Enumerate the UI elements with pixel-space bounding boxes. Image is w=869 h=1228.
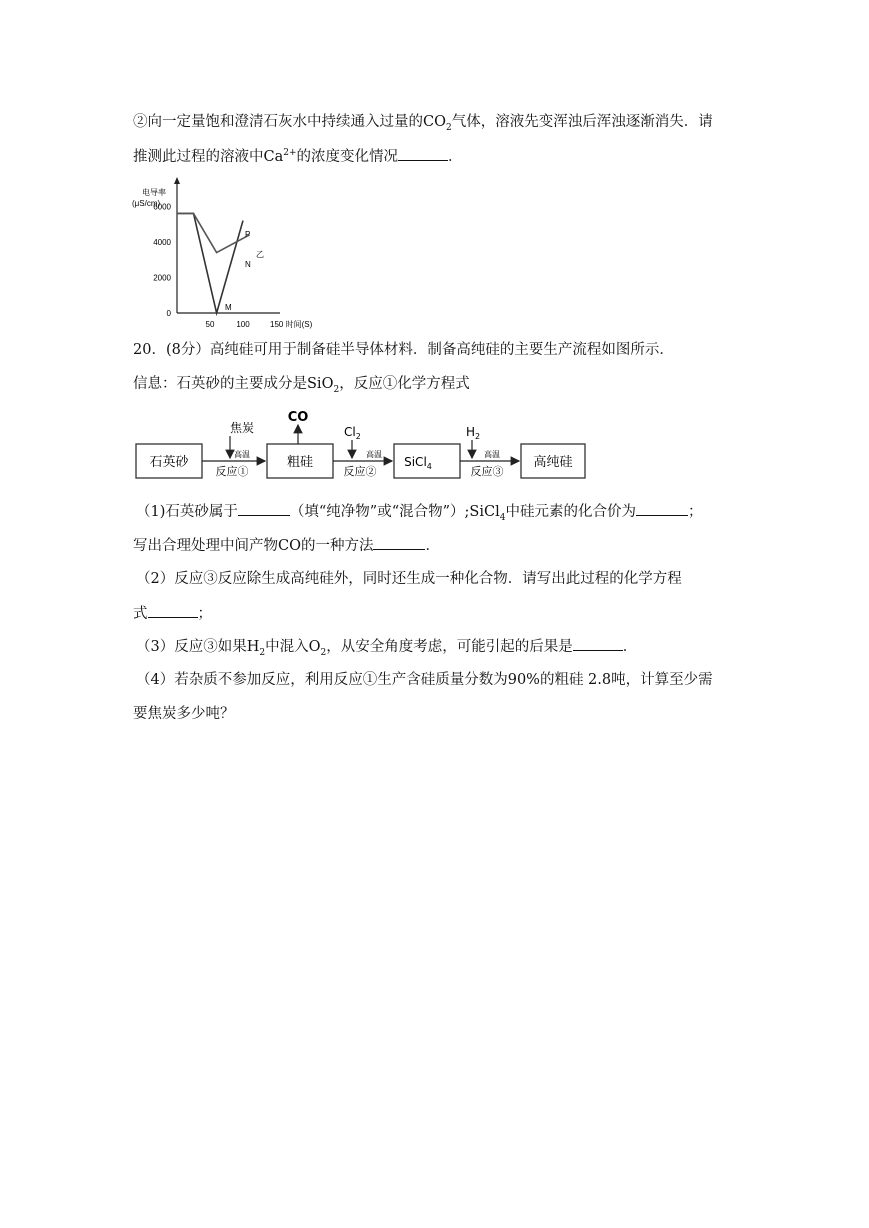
flow-box-quartz-sand-label: 石英砂	[149, 455, 189, 470]
answer-blank[interactable]	[398, 146, 448, 161]
y-tick-label: 2000	[153, 273, 171, 283]
question-part-2-line-2: 式 ；	[133, 603, 212, 624]
flow-reaction-2: 反应②	[343, 465, 377, 478]
answer-blank[interactable]	[636, 501, 688, 516]
flow-condition-3: 高温	[484, 450, 500, 459]
answer-blank[interactable]	[573, 636, 623, 651]
y-tick-label: 6000	[153, 202, 171, 212]
question-part-2: （2）反应③反应除生成高纯硅外，同时还生成一种化合物．请写出此过程的化学方程	[136, 571, 682, 587]
question-20-title: 20．(8分）高纯硅可用于制备硅半导体材料．制备高纯硅的主要生产流程如图所示．	[133, 342, 674, 358]
flow-condition-1: 高温	[234, 450, 250, 459]
point-label-N: N	[245, 260, 251, 269]
flow-box-crude-silicon-label: 粗硅	[286, 455, 314, 470]
answer-blank[interactable]	[148, 603, 198, 618]
conductivity-chart	[130, 175, 313, 335]
point-label-M: M	[225, 303, 232, 312]
flow-reagent-cl2: $Cl_2$	[344, 425, 361, 441]
flow-reagent-coke: 焦炭	[229, 421, 255, 435]
flow-reaction-1: 反应①	[215, 465, 249, 478]
answer-blank[interactable]	[238, 501, 290, 516]
x-axis-label: 150 时间(S)	[270, 320, 313, 329]
flow-product-co: CO	[287, 410, 309, 425]
question-part-3: （3）反应③如果$H_2$中混入$O_2$，从安全角度考虑，可能引起的后果是 ．	[136, 636, 637, 657]
flow-reaction-3: 反应③	[470, 465, 504, 478]
question-part-1-line-2: 写出合理处理中间产物CO的一种方法 ．	[133, 535, 440, 556]
point-label-P: P	[245, 230, 251, 239]
question-text-line: 推测此过程的溶液中$Ca^{2+}$的浓度变化情况 ．	[133, 146, 463, 167]
point-label-yi: 乙	[256, 250, 264, 259]
x-tick-label: 50	[205, 320, 215, 329]
question-part-4: （4）若杂质不参加反应，利用反应①生产含硅质量分数为90%的粗硅 2.8吨，计算至少需	[136, 672, 713, 688]
y-axis-arrow	[174, 177, 180, 184]
question-text-line: ②向一定量饱和澄清石灰水中持续通入过量的$CO_2$气体，溶液先变浑浊后浑浊逐渐消失．请	[133, 114, 713, 133]
y-tick-label: 0	[166, 309, 171, 318]
flow-box-sicl4-label: SiCl$_4$	[404, 455, 432, 471]
production-flow-diagram	[130, 408, 600, 488]
x-tick-label: 100	[236, 320, 250, 329]
y-axis-label-1: 电导率	[142, 188, 166, 197]
y-tick-label: 4000	[153, 237, 171, 247]
y-axis-label-2: (μS/cm)	[132, 199, 161, 208]
flow-reagent-h2: $H_2$	[466, 425, 481, 441]
flow-condition-2: 高温	[366, 450, 382, 459]
flow-box-pure-silicon-label: 高纯硅	[533, 455, 573, 470]
question-20-info: 信息：石英砂的主要成分是SiO$_2$，反应①化学方程式	[133, 376, 470, 395]
answer-blank[interactable]	[373, 535, 425, 550]
question-part-4-line-2: 要焦炭多少吨？	[133, 706, 235, 722]
question-part-1: （1)石英砂属于 （填“纯净物”或“混合物”）;SiCl$_4$中硅元素的化合价为 ；	[136, 501, 702, 522]
series-line-jia	[177, 213, 243, 313]
